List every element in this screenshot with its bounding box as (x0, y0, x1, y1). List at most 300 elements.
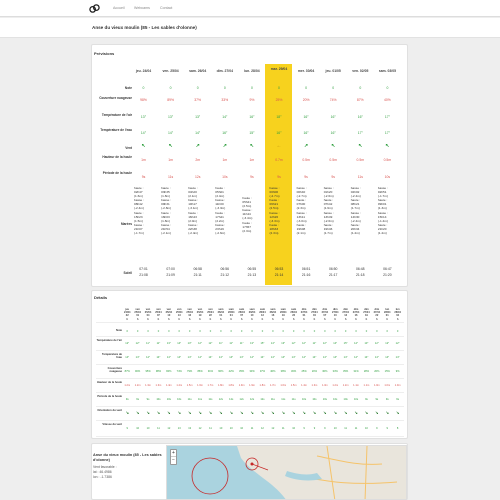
forecast-note-cell: 0 (223, 86, 226, 90)
details-column-header: jeu 24/04 22 h (124, 308, 131, 321)
forecast-water-temp-cell: 17° (384, 131, 390, 135)
details-wind-speed-cell: 11 (344, 427, 347, 430)
details-wave-period-cell: 12s (229, 398, 234, 401)
details-water-temp-cell: 14° (374, 356, 379, 359)
forecast-wave-height-cell: 1m (249, 158, 255, 162)
details-cloud-cell: 42% (228, 370, 234, 373)
zoom-in-button[interactable]: + (172, 450, 175, 456)
forecast-label-water-temp: Température de l'eau (100, 128, 132, 132)
details-air-temp-cell: 12° (125, 342, 130, 345)
details-water-temp-cell: 14° (208, 356, 213, 359)
details-column-header: ven 25/04 01 h (134, 308, 141, 321)
details-note-cell: 0 (240, 330, 243, 333)
details-water-temp-cell: 14° (364, 356, 369, 359)
forecast-sunrise-cell: 06:48 (356, 267, 365, 271)
forecast-wave-period-cell: 9s (141, 175, 146, 179)
details-label-air-temp: Température de l'air (96, 339, 122, 342)
forecast-water-temp-cell: 16° (330, 131, 336, 135)
map-canvas[interactable] (167, 446, 407, 500)
details-cloud-cell: 84% (166, 370, 172, 373)
details-air-temp-cell: 12° (374, 342, 379, 345)
details-note-cell: 0 (334, 330, 336, 333)
forecast-sunrise-cell: 06:56 (220, 267, 230, 271)
details-air-temp-cell: 12° (135, 342, 140, 345)
wind-favorable-label: Vent favorable : (93, 465, 117, 469)
details-column-header: sam 26/04 19 h (280, 308, 287, 321)
details-wave-height-cell: 1.4m (165, 384, 172, 387)
details-cloud-cell: 33% (332, 370, 338, 373)
details-wind-speed-cell: 12 (271, 427, 275, 430)
forecast-wave-period-cell: 11s (167, 175, 174, 179)
details-note-cell: 0 (365, 330, 368, 333)
details-air-temp-cell: 11° (229, 342, 234, 345)
details-air-temp-cell: 14° (177, 342, 182, 345)
details-column-header: dim 27/04 16 h (352, 308, 360, 321)
details-wind-speed-cell: 10 (240, 427, 244, 430)
forecast-sunset-cell: 21:09 (166, 273, 175, 277)
details-wave-height-cell: 1.9m (249, 384, 255, 387)
details-air-temp-cell: 11° (156, 342, 161, 345)
forecast-wave-period-cell: 9s (304, 175, 308, 179)
details-wave-period-cell: 12s (239, 398, 244, 401)
details-water-temp-cell: 14° (229, 356, 234, 359)
forecast-day-header: sam. 03/05 (378, 69, 396, 73)
details-air-temp-cell: 14° (270, 342, 275, 345)
details-wave-height-cell: 1.2m (332, 384, 339, 387)
details-water-temp-cell: 14° (187, 356, 192, 359)
details-water-temp-cell: 14° (312, 356, 317, 359)
wind-direction-arrow-icon: ↘ (260, 410, 265, 415)
wind-direction-arrow-icon: ↘ (271, 410, 275, 415)
details-column-header: dim 27/04 04 h (311, 308, 318, 321)
details-column-header: dim 27/04 10 h (332, 308, 339, 321)
details-column-header: lun 28/04 04 h (394, 308, 401, 321)
forecast-wave-height-cell: 0.5m (356, 158, 365, 162)
forecast-tides-cell: basse : 01h20 (-2.6m) haute : 07h42 (1.9m) basse : 13h49 (-2.6m) haute : 19h46 (1.7m) (323, 186, 334, 236)
details-water-temp-cell: 14° (302, 356, 307, 359)
details-water-temp-cell: 14° (385, 356, 390, 359)
page-title: Anse du vieux moulin (85 - Les sables d'olonne) (92, 25, 197, 30)
forecast-note-cell: 0 (278, 86, 280, 90)
details-column-header: dim 27/04 22 h (373, 308, 381, 321)
details-air-temp-cell: 12° (395, 342, 400, 345)
details-air-temp-cell: 13° (364, 342, 369, 345)
forecast-sunset-cell: 21:12 (220, 273, 230, 277)
details-column-header: ven 25/04 16 h (186, 308, 193, 321)
details-wave-height-cell: 1.1m (353, 384, 359, 387)
forecast-cloud-cell: 89% (167, 98, 174, 102)
forecast-sunset-cell: 21:20 (383, 273, 392, 277)
details-wave-period-cell: 9s (396, 398, 400, 401)
details-note-cell: 0 (396, 330, 399, 333)
details-wind-speed-cell: 10 (146, 427, 150, 430)
details-water-temp-cell: 14° (156, 356, 161, 359)
details-cloud-cell: 95% (145, 370, 151, 373)
details-label-note: Note (116, 329, 122, 332)
forecast-card (91, 44, 408, 287)
forecast-tides-cell: basse : 02h51 (-1.7m) haute : 09h01 (1.3m) basse : 15h14 (-1.4m) haute : 21h20 (1.2m) (377, 186, 388, 236)
wind-direction-arrow-icon: ↗ (222, 143, 227, 149)
details-note-cell: 0 (251, 330, 253, 333)
details-column-header: sam 26/04 22 h (290, 308, 297, 321)
details-cloud-cell: 86% (197, 370, 203, 373)
forecast-note-cell: 0 (305, 86, 308, 90)
forecast-cloud-cell: 25% (275, 98, 283, 102)
forecast-tides-cell: basse : 00h00 (-2.7m) haute : 06h21 (2.5m) basse : 12h26 (-3.3m) haute : 18h33 (2.3m) (269, 186, 280, 236)
forecast-tides-cell: haute : 05h41 (2.5m) basse : 11h44 (-3.4m) haute : 17h57 (2.3m) (242, 196, 253, 233)
details-air-temp-cell: 13° (281, 342, 286, 345)
details-water-temp-cell: 14° (250, 356, 255, 359)
details-cloud-cell: 35% (343, 370, 349, 373)
details-wave-period-cell: 11s (208, 398, 213, 401)
details-column-header: sam 26/04 04 h (228, 308, 235, 321)
details-wave-height-cell: 1.2m (124, 384, 131, 387)
forecast-wave-height-cell: 0.5m (302, 158, 310, 162)
details-wind-speed-cell: 10 (292, 427, 296, 430)
details-air-temp-cell: 11° (146, 342, 150, 345)
windsurf-spot-logo[interactable] (89, 3, 100, 14)
forecast-sunset-cell: 21:08 (139, 273, 148, 277)
details-wind-speed-cell: 11 (281, 427, 285, 430)
details-note-cell: 0 (261, 330, 264, 333)
details-air-temp-cell: 15° (260, 342, 265, 345)
details-note-cell: 0 (324, 330, 326, 333)
forecast-day-header: ven. 02/05 (352, 69, 369, 73)
forecast-tides-cell: haute : 03h35 (1.8m) basse : 09h31 (-2.8m) haute : 16h03 (1.8m) basse : 21h54 (-2.1m) (161, 186, 172, 236)
map-zoom-controls (170, 449, 177, 465)
forecast-cloud-cell: 20% (302, 98, 310, 102)
zoom-out-button[interactable]: − (172, 457, 175, 463)
details-water-temp-cell: 14° (177, 356, 182, 359)
forecast-cloud-cell: 33% (221, 98, 229, 102)
details-wind-speed-cell: 12 (167, 427, 171, 430)
forecast-wave-period-cell: 12s (194, 175, 201, 179)
details-row-divider (96, 350, 404, 351)
details-wave-period-cell: 11s (187, 398, 192, 401)
details-wind-speed-cell: 9 (313, 427, 316, 430)
forecast-air-temp-cell: 16° (303, 115, 309, 119)
forecast-wave-period-cell: 9s (277, 175, 281, 179)
forecast-wave-period-cell: 11s (357, 175, 363, 179)
details-column-header: dim 27/04 19 h (363, 308, 370, 321)
wind-direction-arrow-icon: ↘ (323, 410, 327, 415)
forecast-water-temp-cell: 14° (195, 131, 201, 135)
nav-contact-link[interactable]: Contact (160, 6, 173, 10)
details-column-header: dim 27/04 01 h (300, 308, 308, 321)
details-wave-period-cell: 9s (385, 398, 389, 401)
details-column-header: dim 27/04 07 h (321, 308, 329, 321)
forecast-note-cell: 0 (332, 86, 335, 90)
details-air-temp-cell: 12° (198, 342, 203, 345)
forecast-air-temp-cell: 13° (195, 115, 201, 119)
details-water-temp-cell: 14° (239, 356, 244, 359)
details-wave-period-cell: 9s (136, 398, 140, 401)
details-cloud-cell: 15% (384, 370, 390, 373)
details-water-temp-cell: 14° (395, 356, 400, 359)
wind-direction-arrow-icon: ↘ (333, 410, 337, 415)
details-cloud-cell: 25% (301, 370, 307, 373)
forecast-wave-period-cell: 9s (250, 175, 254, 179)
forecast-day-header: mar. 29/04 (270, 67, 288, 71)
details-row-divider (96, 436, 404, 437)
details-label-wind-dir: Orientation du vent (97, 409, 122, 412)
details-label-wave-period: Période de la houle (97, 395, 122, 398)
details-label-cloud: Couverture nuageuse (107, 367, 122, 374)
forecast-wave-height-cell: 0.5m (383, 158, 392, 162)
forecast-air-temp-cell: 18° (276, 115, 282, 119)
details-wind-speed-cell: 12 (198, 427, 202, 430)
details-wave-period-cell: 10s (322, 398, 327, 401)
details-cloud-cell: 74% (176, 370, 182, 373)
forecast-day-header: mer. 30/04 (297, 69, 315, 73)
details-water-temp-cell: 14° (343, 356, 348, 359)
details-column-header: sam 26/04 01 h (217, 308, 225, 321)
forecast-day-header: jeu. 24/04 (135, 69, 152, 73)
details-wave-height-cell: 1.4m (301, 384, 307, 387)
details-water-temp-cell: 14° (135, 356, 140, 359)
details-wave-height-cell: 1.2m (342, 384, 349, 387)
forecast-label-wave-height: Hauteur de la houle (102, 155, 132, 159)
details-water-temp-cell: 14° (291, 356, 296, 359)
details-column-header: sam 26/04 07 h (238, 308, 245, 321)
details-note-cell: 0 (188, 330, 191, 333)
details-wave-height-cell: 1.0m (394, 384, 401, 387)
details-wind-speed-cell: 13 (177, 427, 181, 430)
details-wind-speed-cell: 9 (126, 427, 128, 430)
forecast-wave-height-cell: 1m (168, 158, 173, 162)
wind-direction-arrow-icon: ↘ (229, 410, 233, 415)
forecast-note-cell: 0 (142, 86, 145, 90)
details-water-temp-cell: 14° (146, 356, 151, 359)
details-label-water-temp: Température de l'eau (102, 353, 122, 360)
forecast-tides-cell: basse : 02h02 (-2.4m) haute : 08h21 (1.7m) basse : 14h30 (-2.4m) haute : 20h34 (1.4m) (350, 186, 361, 236)
details-note-cell: 0 (136, 330, 139, 333)
details-note-cell: 0 (303, 330, 305, 333)
details-cloud-cell: 20% (374, 370, 380, 373)
forecast-note-cell: 0 (196, 86, 199, 90)
forecast-label-cloud: Couverture nuageuse (99, 96, 132, 100)
forecast-tides-cell: basse : 00h40 (-2.7m) haute : 07h00 (2.3m) basse : 13h11 (-3.0m) haute : 19h08 (2.1m) (296, 186, 307, 236)
details-cloud-cell: 31% (353, 370, 359, 373)
details-note-cell: 0 (126, 330, 128, 333)
details-cloud-cell: 60% (218, 370, 224, 373)
wind-direction-arrow-icon: ↖ (358, 143, 363, 149)
wind-direction-arrow-icon: ↘ (291, 410, 296, 415)
spot-longitude: lon : -1.7386 (93, 475, 112, 479)
spot-map[interactable] (166, 445, 407, 500)
forecast-air-temp-cell: 16° (330, 115, 336, 119)
details-wave-height-cell: 1.5m (290, 384, 297, 387)
details-air-temp-cell: 12° (322, 342, 327, 345)
details-wave-height-cell: 1.8m (259, 384, 266, 387)
details-note-cell: 0 (376, 330, 378, 333)
forecast-note-cell: 0 (359, 86, 362, 90)
wind-direction-arrow-icon: ↘ (312, 410, 317, 415)
details-column-header: ven 25/04 07 h (155, 308, 162, 321)
details-row-divider (96, 392, 404, 393)
forecast-wave-period-cell: 10s (222, 175, 228, 179)
details-water-temp-cell: 14° (125, 356, 130, 359)
forecast-sunset-cell: 21:18 (356, 273, 365, 277)
forecast-label-wave-period: Période de la houle (102, 171, 132, 175)
details-air-temp-cell: 11° (312, 342, 317, 345)
details-wave-height-cell: 1.8m (228, 384, 235, 387)
details-water-temp-cell: 14° (354, 356, 359, 359)
details-wind-speed-cell: 9 (376, 427, 378, 430)
forecast-water-temp-cell: 17° (357, 131, 363, 135)
details-wave-period-cell: 10s (353, 398, 359, 401)
title-bar (0, 18, 500, 38)
forecast-cloud-cell: 74% (329, 98, 337, 102)
forecast-sunset-cell: 21:17 (328, 273, 338, 277)
details-wave-period-cell: 10s (343, 398, 348, 401)
details-wave-period-cell: 10s (177, 398, 182, 401)
nav-webcams-link[interactable]: Webcams (134, 6, 150, 10)
forecast-sunrise-cell: 06:55 (247, 267, 257, 271)
details-column-header: ven 25/04 22 h (207, 308, 214, 321)
details-note-cell: 0 (272, 330, 274, 333)
wind-direction-arrow-icon: ↗ (303, 143, 309, 149)
details-note-cell: 0 (178, 330, 180, 333)
wind-direction-arrow-icon: ↖ (385, 143, 390, 149)
details-column-header: ven 25/04 13 h (176, 308, 183, 321)
details-row-divider (96, 322, 404, 323)
wind-direction-arrow-icon: ↘ (354, 410, 358, 415)
forecast-air-temp-cell: 16° (357, 115, 363, 119)
details-wave-period-cell: 9s (365, 398, 368, 401)
details-cloud-cell: 30% (322, 370, 328, 373)
details-note-cell: 0 (282, 330, 284, 333)
details-wave-height-cell: 1.7m (207, 384, 214, 387)
details-wave-height-cell: 1.6m (280, 384, 287, 387)
forecast-water-temp-cell: 14° (140, 131, 147, 135)
details-column-header: sam 26/04 10 h (248, 308, 256, 321)
details-note-cell: 0 (386, 330, 388, 333)
details-water-temp-cell: 14° (218, 356, 223, 359)
details-wave-period-cell: 9s (125, 398, 129, 401)
forecast-tides-cell: haute : 05h01 (2.4m) basse : 11h00 (-3.3m) haute : 17h21 (2.2m) basse : 23h19 (-2.6m) (215, 186, 226, 236)
forecast-water-temp-cell: 16° (222, 131, 228, 135)
details-wind-speed-cell: 12 (260, 427, 264, 430)
details-wave-period-cell: 10s (312, 398, 317, 401)
details-note-cell: 0 (355, 330, 357, 333)
details-note-cell: 0 (230, 330, 232, 333)
details-cloud-cell: 91% (207, 370, 214, 373)
wind-direction-arrow-icon: ↗ (195, 143, 200, 149)
details-row-divider (96, 364, 404, 365)
details-wave-height-cell: 1.3m (321, 384, 328, 387)
details-wave-height-cell: 1.0m (373, 384, 380, 387)
wind-direction-arrow-icon: ↘ (187, 410, 192, 415)
spot-latitude: lat : 46.4986 (93, 470, 112, 474)
details-wave-height-cell: 1.3m (311, 384, 318, 387)
forecast-cloud-cell: 9% (249, 98, 255, 102)
details-wave-period-cell: 11s (198, 398, 203, 401)
details-wave-period-cell: 10s (301, 398, 307, 401)
wind-direction-arrow-icon: ↘ (302, 410, 306, 415)
forecast-air-temp-cell: 13° (140, 115, 147, 119)
forecast-day-header: sam. 26/04 (189, 69, 207, 73)
forecast-label-note: Note (124, 86, 132, 90)
details-air-temp-cell: 12° (208, 342, 213, 345)
details-air-temp-cell: 11° (239, 342, 244, 345)
details-wave-height-cell: 1.1m (363, 384, 370, 387)
details-note-cell: 0 (313, 330, 316, 333)
details-wave-period-cell: 12s (249, 398, 255, 401)
forecast-note-cell: 0 (169, 86, 172, 90)
details-wind-speed-cell: 13 (188, 427, 192, 430)
forecast-day-header: jeu. 01/05 (325, 69, 341, 73)
details-wave-height-cell: 1.4m (176, 384, 183, 387)
forecast-day-header: dim. 27/04 (216, 69, 233, 73)
details-air-temp-cell: 13° (166, 342, 171, 345)
details-wave-height-cell: 1.8m (217, 384, 224, 387)
forecast-water-temp-cell: 16° (276, 131, 282, 135)
details-cloud-cell: 90% (135, 370, 141, 373)
wind-direction-arrow-icon: ↘ (250, 410, 254, 415)
details-wind-speed-cell: 10 (364, 427, 368, 430)
forecast-section-title: Prévisions (94, 51, 115, 56)
forecast-water-temp-cell: 16° (303, 131, 309, 135)
details-column-header: lun 28/04 01 h (384, 308, 391, 321)
details-wave-period-cell: 10s (333, 398, 338, 401)
details-wave-period-cell: 12s (218, 398, 223, 401)
details-label-wave-height: Hauteur de la houle (97, 381, 122, 384)
wind-direction-arrow-icon: ↘ (177, 410, 181, 415)
forecast-air-temp-cell: 13° (168, 115, 174, 119)
details-wave-period-cell: 9s (375, 398, 379, 401)
details-wave-height-cell: 1.5m (186, 384, 193, 387)
details-cloud-cell: 98% (155, 370, 162, 373)
forecast-sunrise-cell: 06:47 (383, 267, 392, 271)
details-row-divider (96, 420, 404, 421)
wind-direction-arrow-icon: ↘ (208, 410, 213, 415)
wind-direction-arrow-icon: ← (276, 143, 282, 149)
details-wave-height-cell: 1.2m (134, 384, 141, 387)
forecast-note-cell: 0 (250, 86, 253, 90)
forecast-wave-height-cell: 0.5m (329, 158, 337, 162)
details-cloud-cell: 30% (291, 370, 297, 373)
forecast-wave-period-cell: 10s (384, 175, 391, 179)
details-air-temp-cell: 14° (354, 342, 359, 345)
details-cloud-cell: 35% (239, 370, 245, 373)
forecast-cloud-cell: 87% (356, 98, 364, 102)
forecast-sunrise-cell: 06:51 (301, 267, 311, 271)
wind-direction-arrow-icon: ↘ (364, 410, 369, 415)
wind-direction-arrow-icon: ↘ (395, 410, 400, 415)
details-wave-period-cell: 10s (156, 398, 161, 401)
details-water-temp-cell: 14° (333, 356, 338, 359)
wind-direction-arrow-icon: ↖ (331, 143, 336, 149)
details-wave-period-cell: 11s (270, 398, 275, 401)
details-row-divider (96, 336, 404, 337)
details-wave-period-cell: 12s (260, 398, 265, 401)
details-cloud-cell: 33% (249, 370, 255, 373)
details-air-temp-cell: 12° (291, 342, 296, 345)
nav-home-link[interactable]: Accueil (113, 6, 125, 10)
forecast-wave-height-cell: 0.7m (275, 158, 283, 162)
details-wind-speed-cell: 9 (324, 427, 326, 430)
details-wind-speed-cell: 10 (136, 427, 140, 430)
details-wave-period-cell: 10s (166, 398, 171, 401)
details-column-header: ven 25/04 19 h (196, 308, 204, 321)
details-water-temp-cell: 14° (166, 356, 171, 359)
details-cloud-cell: 9% (395, 370, 400, 373)
details-cloud-cell: 87% (124, 370, 130, 373)
forecast-note-cell: 0 (386, 86, 389, 90)
wind-direction-arrow-icon: ↘ (146, 410, 150, 415)
wind-direction-arrow-icon: ↘ (125, 410, 129, 415)
